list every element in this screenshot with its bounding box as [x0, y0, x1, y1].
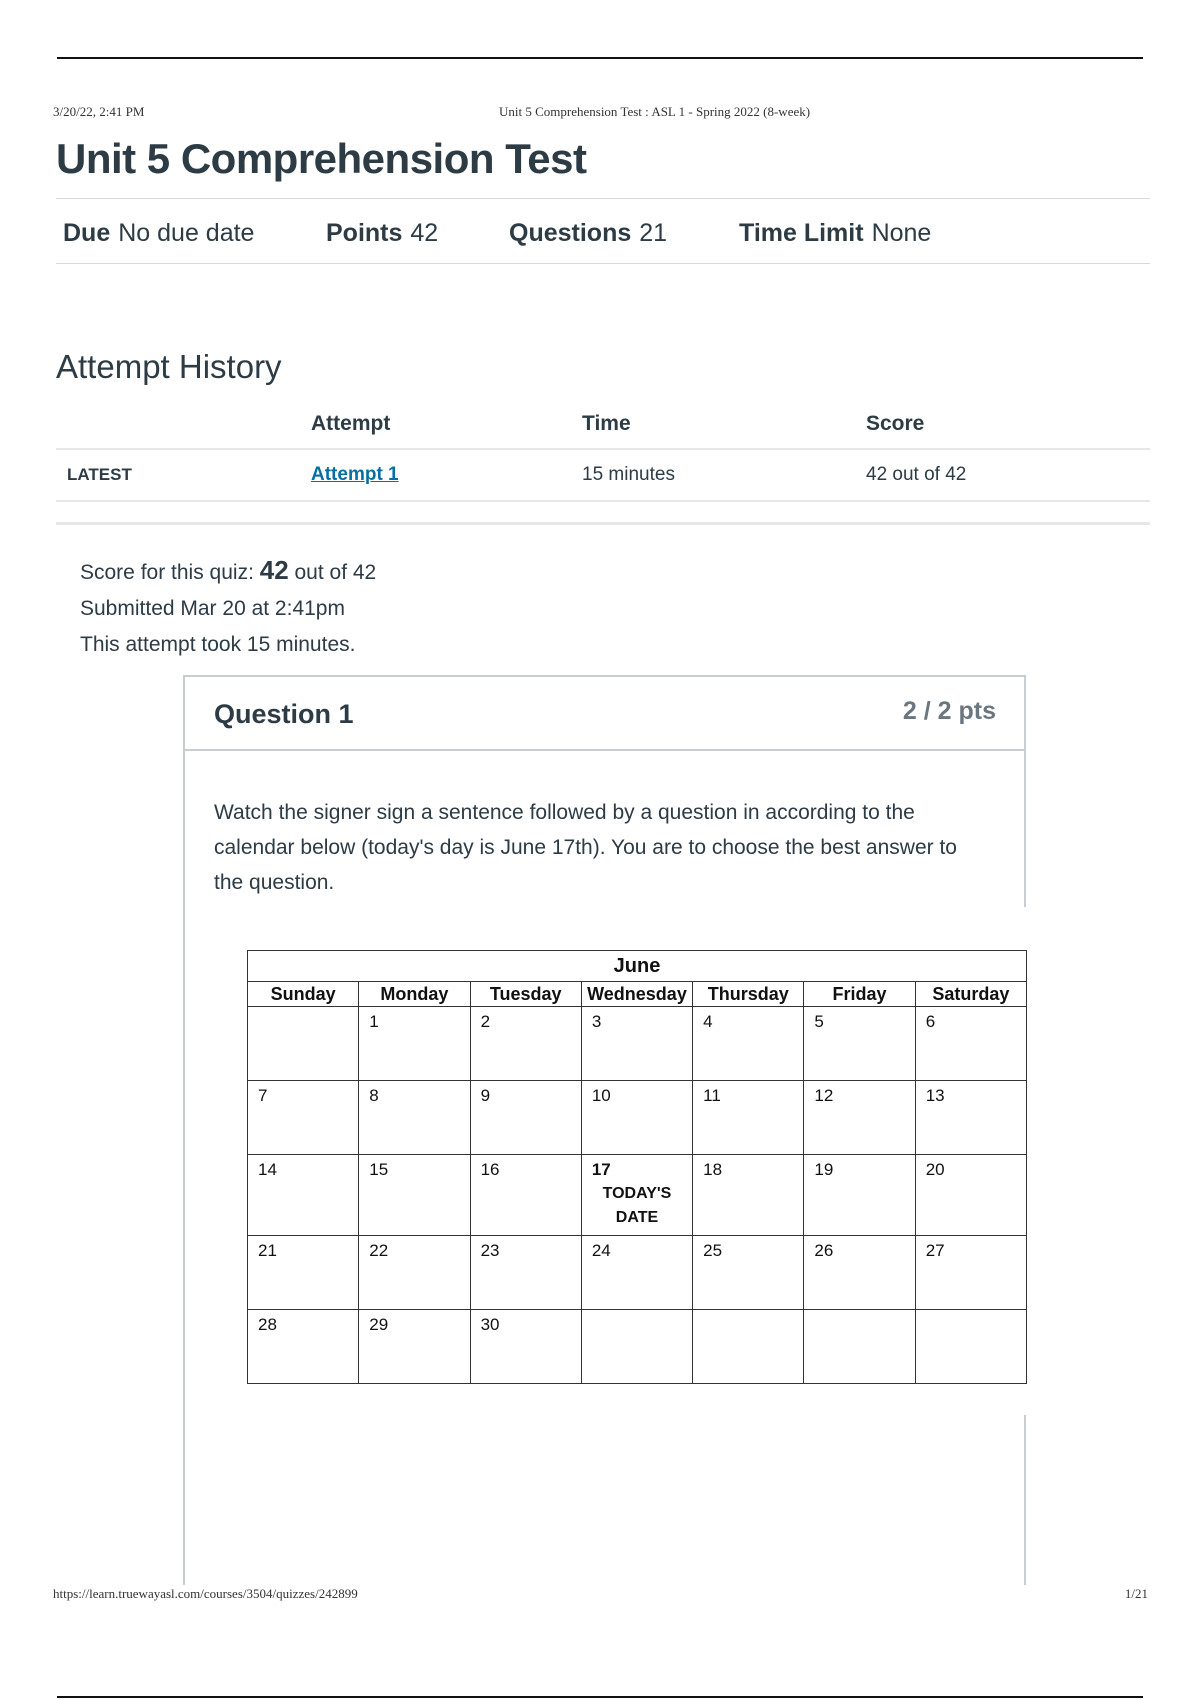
calendar-day: 2	[470, 1007, 581, 1081]
weekday-monday: Monday	[359, 982, 470, 1007]
due-label: Due	[63, 219, 111, 247]
history-col-score: Score	[866, 404, 1150, 449]
question-header	[185, 677, 1024, 751]
calendar-day	[915, 1310, 1026, 1384]
calendar-day: 4	[693, 1007, 804, 1081]
calendar-day: 28	[248, 1310, 359, 1384]
score-suffix: out of 42	[288, 561, 377, 584]
calendar-day-today	[581, 1155, 692, 1236]
weekday-thursday: Thursday	[693, 982, 804, 1007]
calendar-day	[804, 1310, 915, 1384]
calendar-week	[248, 1081, 1027, 1155]
due-value: No due date	[118, 219, 255, 247]
weekday-sunday: Sunday	[248, 982, 359, 1007]
calendar-day: 13	[915, 1081, 1026, 1155]
print-page-number: 1/21	[1124, 1586, 1148, 1601]
history-col-blank	[56, 404, 311, 449]
time-limit-info	[739, 219, 931, 248]
today-label-line2: DATE	[615, 1209, 659, 1226]
calendar-month: June	[248, 951, 1027, 982]
calendar-day	[248, 1007, 359, 1081]
history-col-attempt: Attempt	[311, 404, 582, 449]
calendar-day: 7	[248, 1081, 359, 1155]
quiz-summary	[80, 552, 376, 663]
calendar-day: 14	[248, 1155, 359, 1236]
score-line	[80, 552, 376, 591]
calendar-week	[248, 1155, 1027, 1236]
history-col-time: Time	[582, 404, 866, 449]
attempt-1-link[interactable]: Attempt 1	[311, 464, 399, 485]
calendar-day: 18	[693, 1155, 804, 1236]
calendar-day: 27	[915, 1236, 1026, 1310]
calendar-day: 1	[359, 1007, 470, 1081]
table-row	[56, 449, 1150, 501]
attempt-cell	[311, 449, 582, 501]
calendar-day: 16	[470, 1155, 581, 1236]
attempt-history-title: Attempt History	[56, 348, 282, 385]
calendar-week	[248, 1007, 1027, 1081]
history-header-row	[56, 404, 1150, 449]
today-label-line1: TODAY'S	[602, 1185, 672, 1202]
calendar-day: 9	[470, 1081, 581, 1155]
score-prefix: Score for this quiz:	[80, 561, 260, 584]
weekday-saturday: Saturday	[915, 982, 1026, 1007]
calendar-day: 24	[581, 1236, 692, 1310]
print-title: Unit 5 Comprehension Test : ASL 1 - Spring 2022 (8-week)	[499, 104, 811, 119]
print-url: https://learn.truewayasl.com/courses/3504/quizzes/242899	[53, 1586, 358, 1601]
calendar-day: 12	[804, 1081, 915, 1155]
calendar-day: 10	[581, 1081, 692, 1155]
quiz-meta-bar	[56, 198, 1150, 264]
calendar-day: 11	[693, 1081, 804, 1155]
question-points: 2 / 2 pts	[902, 697, 996, 725]
attempt-time: 15 minutes	[582, 449, 866, 501]
bottom-rule	[57, 1696, 1143, 1698]
questions-label: Questions	[509, 219, 632, 247]
questions-info	[509, 219, 667, 248]
calendar-day: 8	[359, 1081, 470, 1155]
calendar-day: 6	[915, 1007, 1026, 1081]
calendar-day: 26	[804, 1236, 915, 1310]
calendar-weekday-row	[248, 982, 1027, 1007]
weekday-friday: Friday	[804, 982, 915, 1007]
points-value: 42	[410, 219, 439, 247]
calendar-day	[581, 1310, 692, 1384]
calendar-day: 5	[804, 1007, 915, 1081]
points-label: Points	[326, 219, 403, 247]
calendar-day: 21	[248, 1236, 359, 1310]
time-limit-label: Time Limit	[739, 219, 864, 247]
questions-value: 21	[639, 219, 668, 247]
june-calendar	[247, 950, 1027, 1384]
calendar-day: 20	[915, 1155, 1026, 1236]
calendar-day	[693, 1310, 804, 1384]
question-title: Question 1	[214, 699, 354, 729]
attempt-score: 42 out of 42	[866, 449, 1150, 501]
weekday-wednesday: Wednesday	[581, 982, 692, 1007]
calendar-day: 22	[359, 1236, 470, 1310]
print-date: 3/20/22, 2:41 PM	[53, 104, 145, 119]
calendar-day: 25	[693, 1236, 804, 1310]
today-label	[592, 1182, 682, 1230]
score-value: 42	[259, 555, 289, 585]
section-divider	[56, 522, 1150, 525]
calendar-day: 15	[359, 1155, 470, 1236]
weekday-tuesday: Tuesday	[470, 982, 581, 1007]
attempt-history-table	[56, 404, 1150, 502]
today-number: 17	[591, 1160, 611, 1179]
calendar-week	[248, 1236, 1027, 1310]
points-info	[326, 219, 438, 248]
page-title: Unit 5 Comprehension Test	[56, 135, 587, 182]
submitted-line: Submitted Mar 20 at 2:41pm	[80, 597, 345, 620]
calendar-day: 3	[581, 1007, 692, 1081]
duration-line: This attempt took 15 minutes.	[80, 633, 356, 656]
calendar-day: 23	[470, 1236, 581, 1310]
calendar-day: 29	[359, 1310, 470, 1384]
top-rule	[57, 57, 1143, 59]
due-info	[63, 219, 254, 248]
calendar-week	[248, 1310, 1027, 1384]
calendar-day: 19	[804, 1155, 915, 1236]
time-limit-value: None	[871, 219, 932, 247]
question-text: Watch the signer sign a sentence followed by a question in according to the calendar below (today's day is June 17th). You are to choose the best answer to the question.	[214, 801, 957, 894]
latest-label: LATEST	[56, 449, 311, 501]
calendar-day: 30	[470, 1310, 581, 1384]
